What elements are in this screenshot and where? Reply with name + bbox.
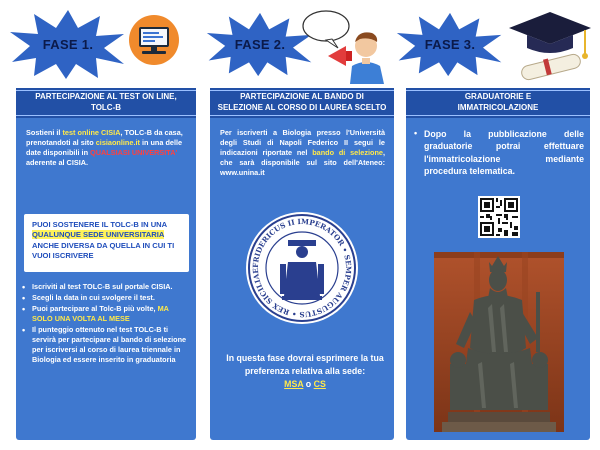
intro-text: , TOLC-B da casa, prenotandoti al sito [26,128,183,148]
phase-1-header-line-1: PARTECIPAZIONE AL TEST ON LINE, [35,92,177,102]
phase-3-label: FASE 3. [424,36,476,52]
phase-2-label: FASE 2. [234,36,286,52]
option-msa[interactable]: MSA [284,378,304,389]
phase-2-bottom [222,352,388,390]
option-cs[interactable]: CS [313,378,326,389]
phase-1-header-line-2: TOLC-B [90,103,122,112]
tolc-location-callout [24,214,189,272]
phase-2-header-line-2: SELEZIONE AL CORSO DI LAUREA SCELTO [217,103,387,112]
callout-rest: ANCHE DIVERSA DA QUELLA IN CUI TI VUOI ISCRIVERE [32,240,175,261]
phase-3-header-line-1: GRADUATORIE E [464,92,532,102]
list-item: • Iscriviti al test TOLC-B sul portale CISIA. [22,282,190,292]
body-text: , che sarà disponibile sul sito dell'Ateneo: www.unina.it [220,148,385,178]
phase-2-header-line-1: PARTECIPAZIONE AL BANDO DI [240,92,364,102]
seal-text: FRIDERICUS II IMPERATOR • SEMPER AUGUSTUS • REX SICILIAE [250,216,354,320]
phase-1-bullets [22,282,190,367]
statue-image [434,252,564,432]
intro-text: aderente al CISIA. [26,158,89,168]
phase-1-star [8,8,128,80]
graduation-cap-diploma-icon [505,6,595,84]
bando-selezione-link[interactable]: bando di selezione [312,148,383,158]
bullet-text: Puoi partecipare al Tolc-B più volte, [32,304,158,314]
intro-text: Sostieni il [26,128,63,137]
intro-text: in una delle date disponibili in [26,138,183,158]
body-text: Per iscriverti a Biologia presso l'Università degli Studi di Napoli Federico II segui le indicazioni riportate nel [220,128,385,158]
callout-line-1: PUOI SOSTENERE IL TOLC-B IN UNA [32,220,168,229]
callout-highlight: QUALUNQUE SEDE UNIVERSITARIA [32,230,165,240]
phase-2-header [210,88,394,118]
list-item: • Dopo la pubblicazione delle graduatorie potrai effettuare l'immatricolazione mediante procedura telematica. [414,128,584,178]
university-seal-icon [246,212,358,324]
megaphone-speaker-icon [300,6,390,84]
any-university-text: QUALSIASI UNIVERSITA' [90,148,178,158]
once-a-month-note: MA SOLO UNA VOLTA AL MESE [32,304,169,324]
phase-1-label: FASE 1. [42,36,94,52]
phase-1-header [16,88,196,118]
cisia-test-link[interactable]: test online CISIA [62,128,121,137]
phase-2-body [220,128,385,178]
phase-3-header [406,88,590,118]
or-text: o [303,378,314,389]
preference-text: In questa fase dovrai esprimere la tua preferenza relativa alla sede: [226,353,384,376]
phase-3-body [414,128,584,179]
list-item [22,304,190,324]
cisiaonline-link[interactable]: cisiaonline.it [95,138,140,148]
computer-icon [128,14,180,66]
qr-code-icon[interactable] [478,196,520,238]
phase-3-star [395,8,505,80]
phase-3-header-line-2: IMMATRICOLAZIONE [457,103,539,112]
phase-1-intro [26,128,186,168]
list-item: • Il punteggio ottenuto nel test TOLC-B ti servirà per partecipare al bando di selezione per iscriversi al corso di laurea triennale in Biologia ed essere inserito in graduatoria [22,325,190,365]
list-item: • Scegli la data in cui svolgere il test. [22,293,190,303]
phase-2-star [205,8,315,80]
